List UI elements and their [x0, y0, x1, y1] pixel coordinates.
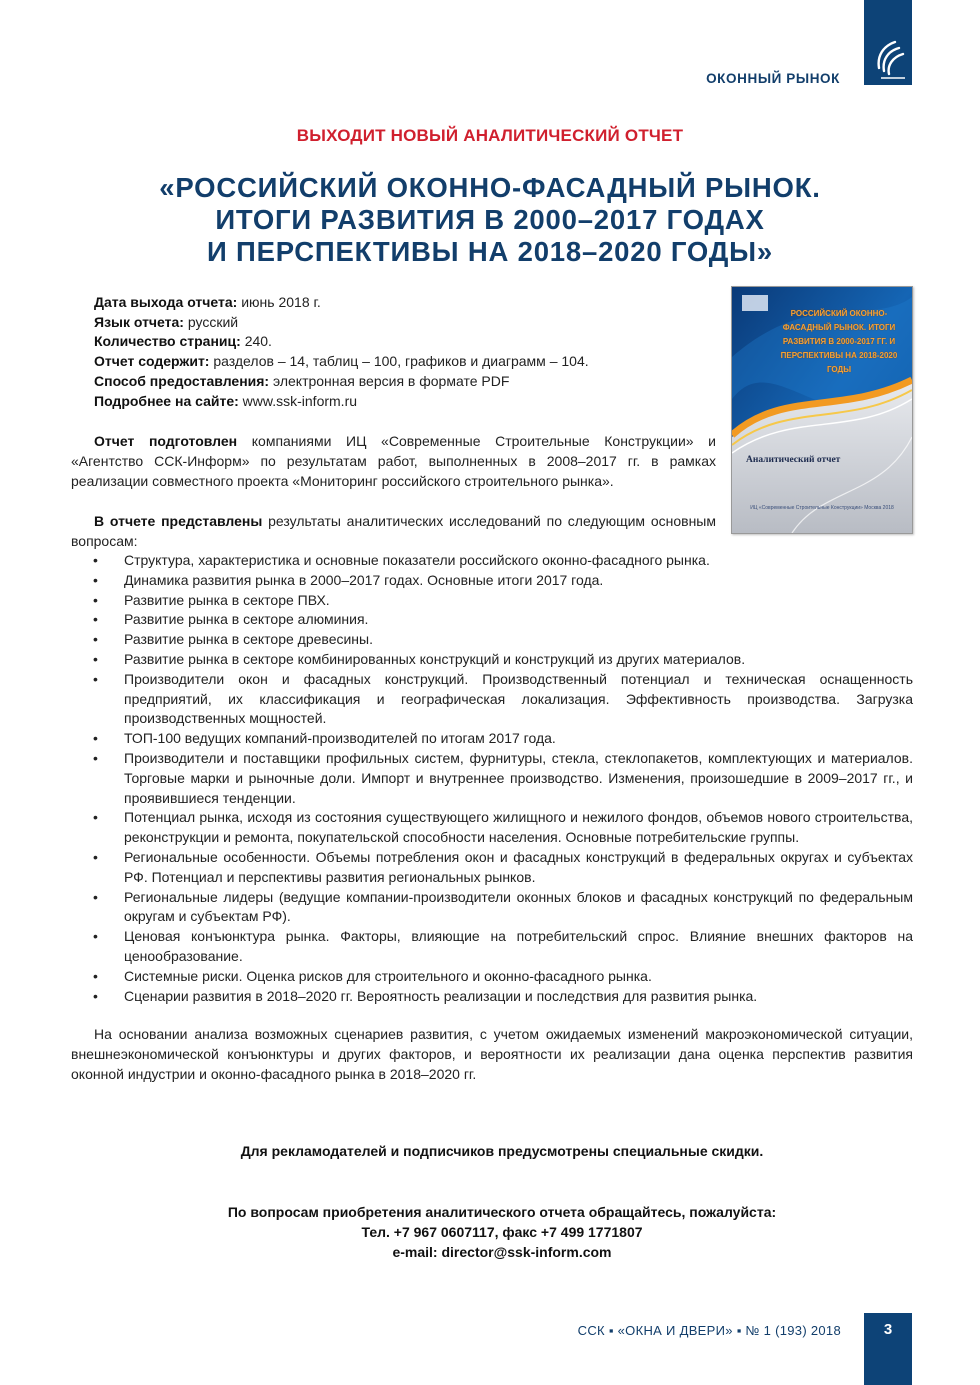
report-title-line: ИТОГИ РАЗВИТИЯ В 2000–2017 ГОДАХ	[215, 204, 765, 235]
meta-value: июнь 2018 г.	[241, 294, 321, 310]
list-item: • Системные риски. Оценка рисков для строительного и оконно-фасадного рынка.	[71, 967, 913, 987]
list-item: • Развитие рынка в секторе комбинированных конструкций и конструкций из других материалов.	[71, 650, 913, 670]
list-item: • Развитие рынка в секторе алюминия.	[71, 610, 913, 630]
presented-lead: В отчете представлены	[94, 513, 263, 529]
meta-label: Отчет содержит:	[94, 353, 210, 370]
report-meta	[94, 293, 589, 411]
meta-website	[94, 392, 589, 412]
contact-intro: По вопросам приобретения аналитического отчета обращайтесь, пожалуйста:	[227, 1204, 777, 1220]
report-title	[0, 172, 980, 268]
meta-label: Подробнее на сайте:	[94, 392, 239, 409]
closing-paragraph: На основании анализа возможных сценариев развития, с учетом ожидаемых изменений макроэкономической ситуации, внешнеэкономической конъюнктуры и других факторов, и вероятности их реализации дана оценка перспектив развития оконной индустрии и оконно-фасадного рынка в 2018–2020 гг.	[71, 1026, 913, 1082]
meta-label: Количество страниц:	[94, 333, 241, 350]
meta-value: русский	[187, 313, 239, 330]
cover-publisher: ИЦ «Современные Строительные Конструкции» Москва 2018	[750, 505, 894, 511]
meta-page-count	[94, 332, 589, 352]
list-item: • Производители окон и фасадных конструкций. Производственный потенциал и техническая оснащенность предприятий, их классификация и географическая локализация. Эффективность производства. Загрузка производственных мощностей.	[71, 670, 913, 729]
list-item: • Ценовая конъюнктура рынка. Факторы, влияющие на потребительский спрос. Влияние внешних факторов на ценообразование.	[71, 927, 913, 967]
meta-contents	[94, 352, 589, 372]
list-item: • Сценарии развития в 2018–2020 гг. Вероятность реализации и последствия для развития рынка.	[71, 987, 913, 1007]
cover-subtitle: Аналитический отчет	[746, 455, 841, 465]
list-item: • ТОП-100 ведущих компаний-производителей по итогам 2017 года.	[71, 729, 913, 749]
meta-value: 240.	[244, 333, 272, 350]
header-brand-tab	[864, 0, 912, 85]
footer-publication: ССК ▪ «ОКНА И ДВЕРИ» ▪ № 1 (193) 2018	[577, 1323, 841, 1338]
meta-release-date	[94, 293, 589, 313]
prepared-text: компаниями ИЦ «Современные Строительные Конструкции» и «Агентство ССК-Информ» по результатам работ, выполненных в 2008–2017 гг. в рамках реализации совместного проекта «Мониторинг российского строительного рынка».	[71, 433, 716, 489]
list-item: • Динамика развития рынка в 2000–2017 годах. Основные итоги 2017 года.	[71, 571, 913, 591]
report-cover-image	[731, 286, 913, 534]
section-label: ОКОННЫЙ РЫНОК	[706, 71, 840, 86]
report-title-line: И ПЕРСПЕКТИВЫ НА 2018–2020 ГОДЫ»	[207, 236, 773, 267]
meta-value: разделов – 14, таблиц – 100, графиков и диаграмм – 104.	[213, 353, 589, 370]
cover-title: РОССИЙСКИЙ ОКОННО-ФАСАДНЫЙ РЫНОК. ИТОГИ РАЗВИТИЯ В 2000-2017 ГГ. И ПЕРСПЕКТИВЫ НА 2018-2020 ГОДЫ	[780, 309, 898, 374]
ssk-logo-icon	[869, 38, 907, 82]
website-link[interactable]: www.ssk-inform.ru	[242, 392, 358, 409]
meta-label: Способ предоставления:	[94, 372, 270, 389]
contact-email[interactable]: e-mail: director@ssk-inform.com	[392, 1244, 612, 1260]
report-title-line: «РОССИЙСКИЙ ОКОННО-ФАСАДНЫЙ РЫНОК.	[159, 172, 821, 203]
list-item: • Развитие рынка в секторе ПВХ.	[71, 591, 913, 611]
presented-text: результаты аналитических исследований по следующим основным вопросам:	[71, 513, 716, 549]
list-item: • Потенциал рынка, исходя из состояния существующего жилищного и нежилого фондов, объемов нового строительства, реконструкции и ремонта, покупательской способности населения. Основные потребительские группы.	[71, 808, 913, 848]
meta-language	[94, 313, 589, 333]
meta-delivery	[94, 372, 589, 392]
list-item: • Развитие рынка в секторе древесины.	[71, 630, 913, 650]
list-item: • Структура, характеристика и основные показатели российского оконно-фасадного рынка.	[71, 551, 716, 571]
contact-block	[0, 1202, 980, 1262]
presented-paragraph	[71, 511, 716, 551]
footer-page-tab	[864, 1313, 912, 1385]
meta-label: Язык отчета:	[94, 313, 184, 330]
prepared-paragraph	[71, 431, 716, 491]
prepared-lead: Отчет подготовлен	[94, 433, 238, 449]
list-item: • Региональные лидеры (ведущие компании-производители оконных блоков и фасадных конструкций по федеральным округам и субъектам РФ).	[71, 888, 913, 928]
list-item: • Производители и поставщики профильных систем, фурнитуры, стекла, стеклопакетов, комплектующих и материалов. Торговые марки и рыночные доли. Импорт и внутреннее производство. Изменения, произошедшие в 2009–2017 гг., и проявившиеся тенденции.	[71, 749, 913, 808]
contact-phone: Тел. +7 967 0607117, факс +7 499 1771807	[361, 1224, 643, 1240]
meta-label: Дата выхода отчета:	[94, 294, 238, 310]
announcement-kicker: ВЫХОДИТ НОВЫЙ АНАЛИТИЧЕСКИЙ ОТЧЕТ	[296, 126, 684, 145]
meta-value: электронная версия в формате PDF	[273, 372, 510, 389]
discount-note: Для рекламодателей и подписчиков предусмотрены специальные скидки.	[240, 1143, 764, 1159]
list-item: • Региональные особенности. Объемы потребления окон и фасадных конструкций в федеральных округах и субъектах РФ. Потенциал и перспективы развития региональных рынков.	[71, 848, 913, 888]
topics-list	[71, 551, 913, 1006]
page-number: 3	[883, 1321, 893, 1338]
